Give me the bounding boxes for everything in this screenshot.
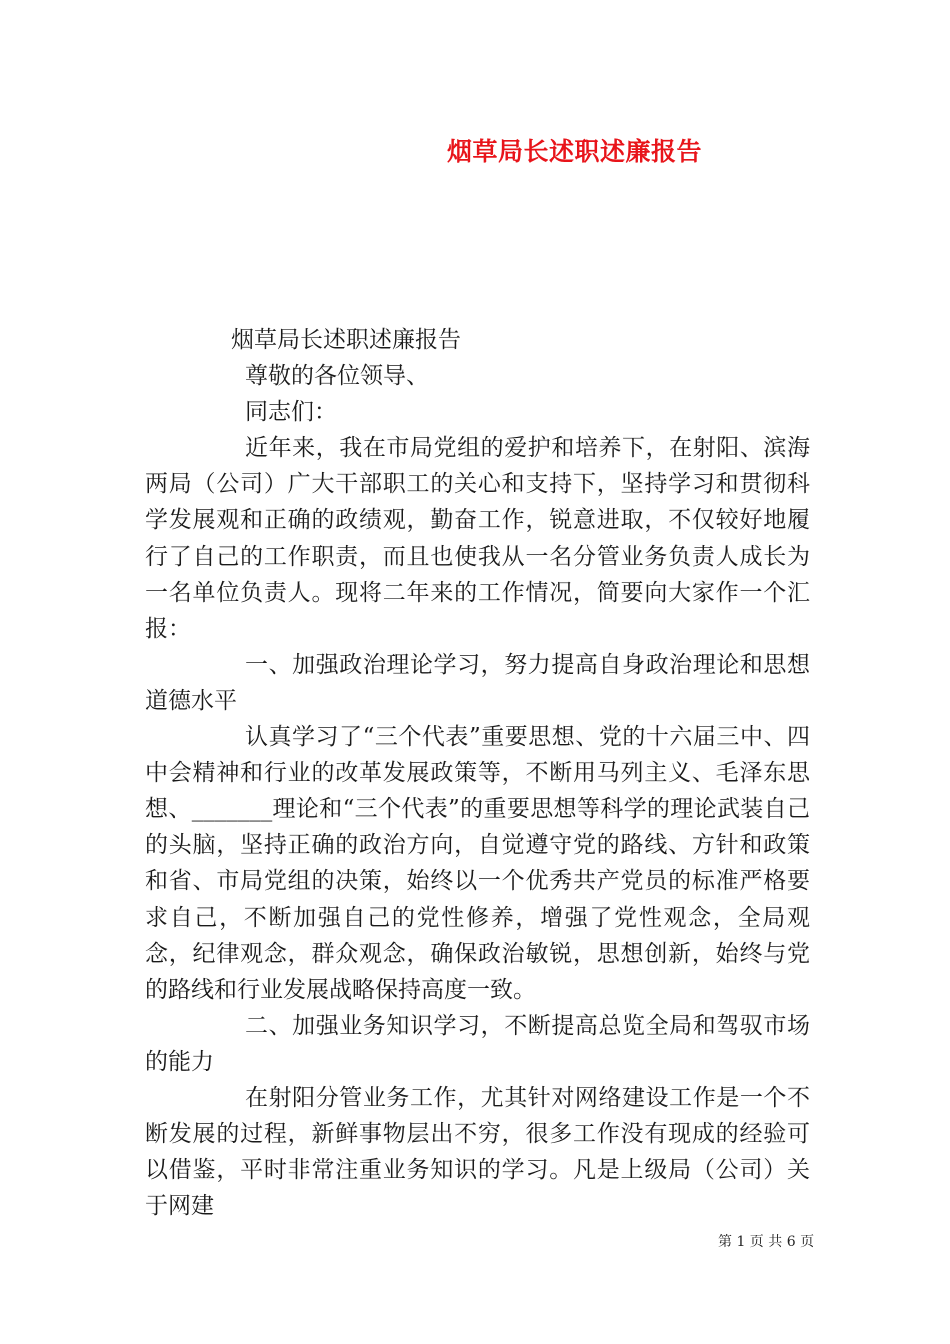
salutation-line-1: 尊敬的各位领导、 — [245, 363, 429, 390]
document-body — [145, 322, 810, 1224]
section-heading-1: 一、加强政治理论学习，努力提高自身政治理论和思想道德水平 — [145, 651, 810, 714]
salutation-line-2: 同志们： — [245, 399, 337, 426]
paragraph-intro: 近年来，我在市局党组的爱护和培养下，在射阳、滨海两局（公司）广大干部职工的关心和支持下，坚持学习和贯彻科学发展观和正确的政绩观，勤奋工作，锐意进取，不仅较好地履行了自己的工作职责，而且也使我从一名分管业务负责人成长为一名单位负责人。现将二年来的工作情况，简要向大家作一个汇报： — [145, 435, 810, 642]
section-heading-2: 二、加强业务知识学习，不断提高总览全局和驾驭市场的能力 — [145, 1012, 810, 1075]
document-title: 烟草局长述职述廉报告 — [447, 137, 703, 166]
paragraph-section-2: 在射阳分管业务工作，尤其针对网络建设工作是一个不断发展的过程，新鲜事物层出不穷，很多工作没有现成的经验可以借鉴，平时非常注重业务知识的学习。凡是上级局（公司）关于网建 — [145, 1084, 810, 1220]
page-number-footer: 第 1 页 共 6 页 — [718, 1234, 815, 1250]
document-subtitle: 烟草局长述职述廉报告 — [231, 327, 461, 353]
paragraph-section-1: 认真学习了“三个代表”重要思想、党的十六届三中、四中会精神和行业的改革发展政策等，不断用马列主义、毛泽东思想、_______理论和“三个代表”的重要思想等科学的理论武装自己的头脑，坚持正确的政治方向，自觉遵守党的路线、方针和政策和省、市局党组的决策，始终以一个优秀共产党员的标准严格要求自己，不断加强自己的党性修养，增强了党性观念，全局观念，纪律观念，群众观念，确保政治敏锐，思想创新，始终与党的路线和行业发展战略保持高度一致。 — [145, 724, 810, 1003]
